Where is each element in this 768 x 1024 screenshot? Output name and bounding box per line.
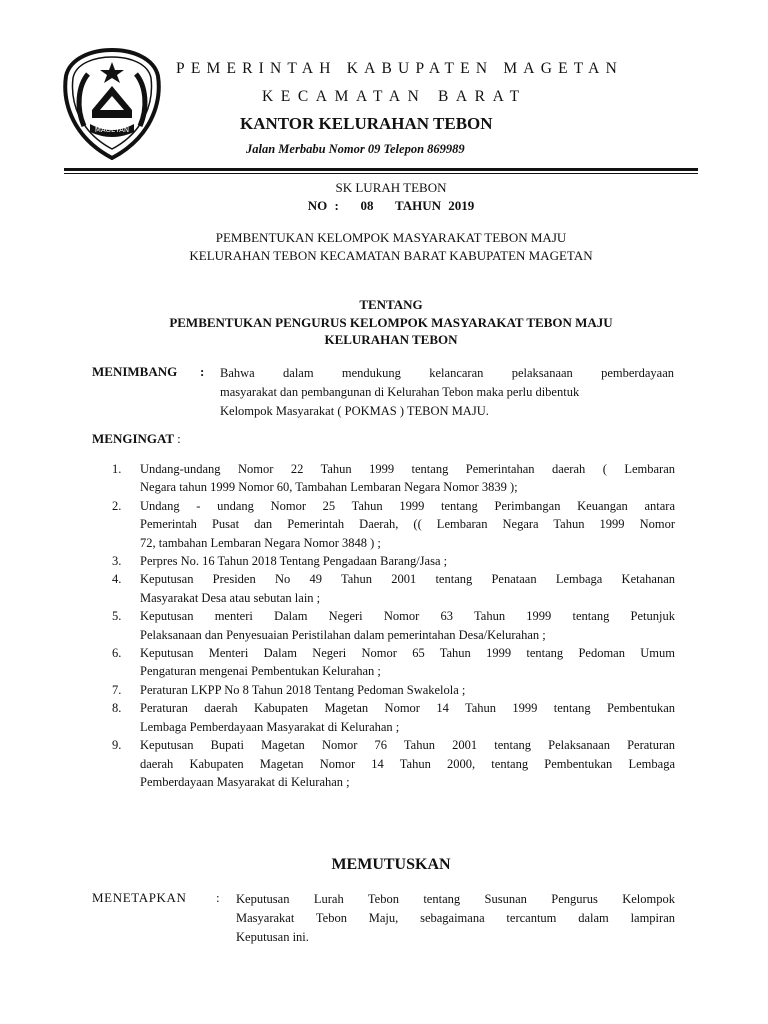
list-item-line: Keputusan Menteri Dalam Negeri Nomor 65 Tahun 1999 tentang Pedoman Umum [140,646,675,661]
sk-number: NO : 08 TAHUN 2019 [307,198,475,213]
list-item-line: Undang-undang Nomor 22 Tahun 1999 tentang Pemerintahan daerah ( Lembaran [140,462,675,476]
menimbang-label: MENIMBANG [92,364,178,379]
sk-title: SK LURAH TEBON [335,180,447,195]
list-item-line: daerah Kabupaten Magetan Nomor 14 Tahun 2000, tentang Pembentukan Lembaga [140,756,675,771]
header-district: KECAMATAN BARAT [262,88,527,105]
header-divider-thin [64,173,698,174]
list-item-number: 1. [112,462,122,476]
list-item [100,681,675,699]
mengingat-label: MENGINGAT [92,431,174,446]
list-item [100,736,675,791]
header-government: PEMERINTAH KABUPATEN MAGETAN [176,60,623,77]
list-item-number: 3. [112,554,122,569]
list-item [100,497,675,552]
header-office: KANTOR KELURAHAN TEBON [240,114,493,133]
tentang-line-2: KELURAHAN TEBON [324,332,458,347]
list-item [100,644,675,681]
list-item-line: Masyarakat Desa atau sebutan lain ; [140,590,321,605]
mengingat-colon: : [177,431,181,446]
list-item [100,699,675,736]
list-item-line: Pemberdayaan Masyarakat di Kelurahan ; [140,774,350,789]
magetan-coat-of-arms-logo [62,48,162,160]
list-item [100,570,675,607]
list-item [100,460,675,497]
list-item-line: Undang - undang Nomor 25 Tahun 1999 tentang Perimbangan Keuangan antara [140,498,675,513]
menetapkan-line-3: Keputusan ini. [236,930,309,944]
pembentukan-line-2: KELURAHAN TEBON KECAMATAN BARAT KABUPATEN MAGETAN [189,248,593,263]
list-item-number: 4. [112,572,122,587]
menimbang-line-2: masyarakat dan pembangunan di Kelurahan Tebon maka perlu dibentuk [220,385,580,399]
list-item [100,607,675,644]
header-address: Jalan Merbabu Nomor 09 Telepon 869989 [246,142,465,156]
list-item-line: Pelaksanaan dan Penyesuaian Peristilahan dalam pemerintahan Desa/Kelurahan ; [140,627,546,642]
list-item-line: Keputusan menteri Dalam Negeri Nomor 63 Tahun 1999 tentang Petunjuk [140,609,675,624]
list-item-line: Peraturan LKPP No 8 Tahun 2018 Tentang Pedoman Swakelola ; [140,682,466,697]
list-item-line: Peraturan daerah Kabupaten Magetan Nomor 14 Tahun 1999 tentang Pembentukan [140,701,675,716]
mengingat-list [100,460,675,791]
menetapkan-line-1: Keputusan Lurah Tebon tentang Susunan Pengurus Kelompok [236,892,675,906]
list-item-line: Negara tahun 1999 Nomor 60, Tambahan Lembaran Negara Nomor 3839 ); [140,480,518,495]
menimbang-line-3: Kelompok Masyarakat ( POKMAS ) TEBON MAJU. [220,404,489,418]
menimbang-text [220,364,674,421]
pembentukan-line-1: PEMBENTUKAN KELOMPOK MASYARAKAT TEBON MAJU [215,230,567,245]
list-item-number: 6. [112,646,122,661]
list-item [100,552,675,570]
menetapkan-text [236,890,675,947]
menetapkan-label: MENETAPKAN [92,890,187,905]
mengingat-heading [92,431,181,447]
list-item-number: 8. [112,701,122,716]
list-item-line: Pemerintah Pusat dan Pemerintah Daerah, (( Lembaran Negara Tahun 1999 Nomor [140,517,675,532]
list-item-number: 7. [112,682,122,697]
list-item-number: 2. [112,498,122,513]
logo-banner-text: MAGETAN [94,126,130,134]
tentang-heading: TENTANG [359,297,423,312]
list-item-line: Keputusan Presiden No 49 Tahun 2001 tentang Penataan Lembaga Ketahanan [140,572,675,587]
list-item-line: 72, tambahan Lembaran Negara Nomor 3848 ) ; [140,535,381,550]
list-item-line: Pengaturan mengenai Pembentukan Kelurahan ; [140,664,381,679]
header-divider-thick [64,168,698,171]
list-item-number: 9. [112,738,122,753]
memutuskan-heading: MEMUTUSKAN [331,856,451,873]
list-item-line: Lembaga Pemberdayaan Masyarakat di Kelurahan ; [140,719,400,734]
menetapkan-colon: : [216,890,220,905]
list-item-number: 5. [112,609,122,624]
list-item-line: Keputusan Bupati Magetan Nomor 76 Tahun 2001 tentang Pelaksanaan Peraturan [140,738,675,753]
menimbang-colon: : [200,364,205,379]
menetapkan-line-2: Masyarakat Tebon Maju, sebagaimana tercantum dalam lampiran [236,911,675,925]
menimbang-line-1: Bahwa dalam mendukung kelancaran pelaksanaan pemberdayaan [220,366,674,380]
list-item-line: Perpres No. 16 Tahun 2018 Tentang Pengadaan Barang/Jasa ; [140,554,448,569]
tentang-line-1: PEMBENTUKAN PENGURUS KELOMPOK MASYARAKAT TEBON MAJU [169,315,613,330]
